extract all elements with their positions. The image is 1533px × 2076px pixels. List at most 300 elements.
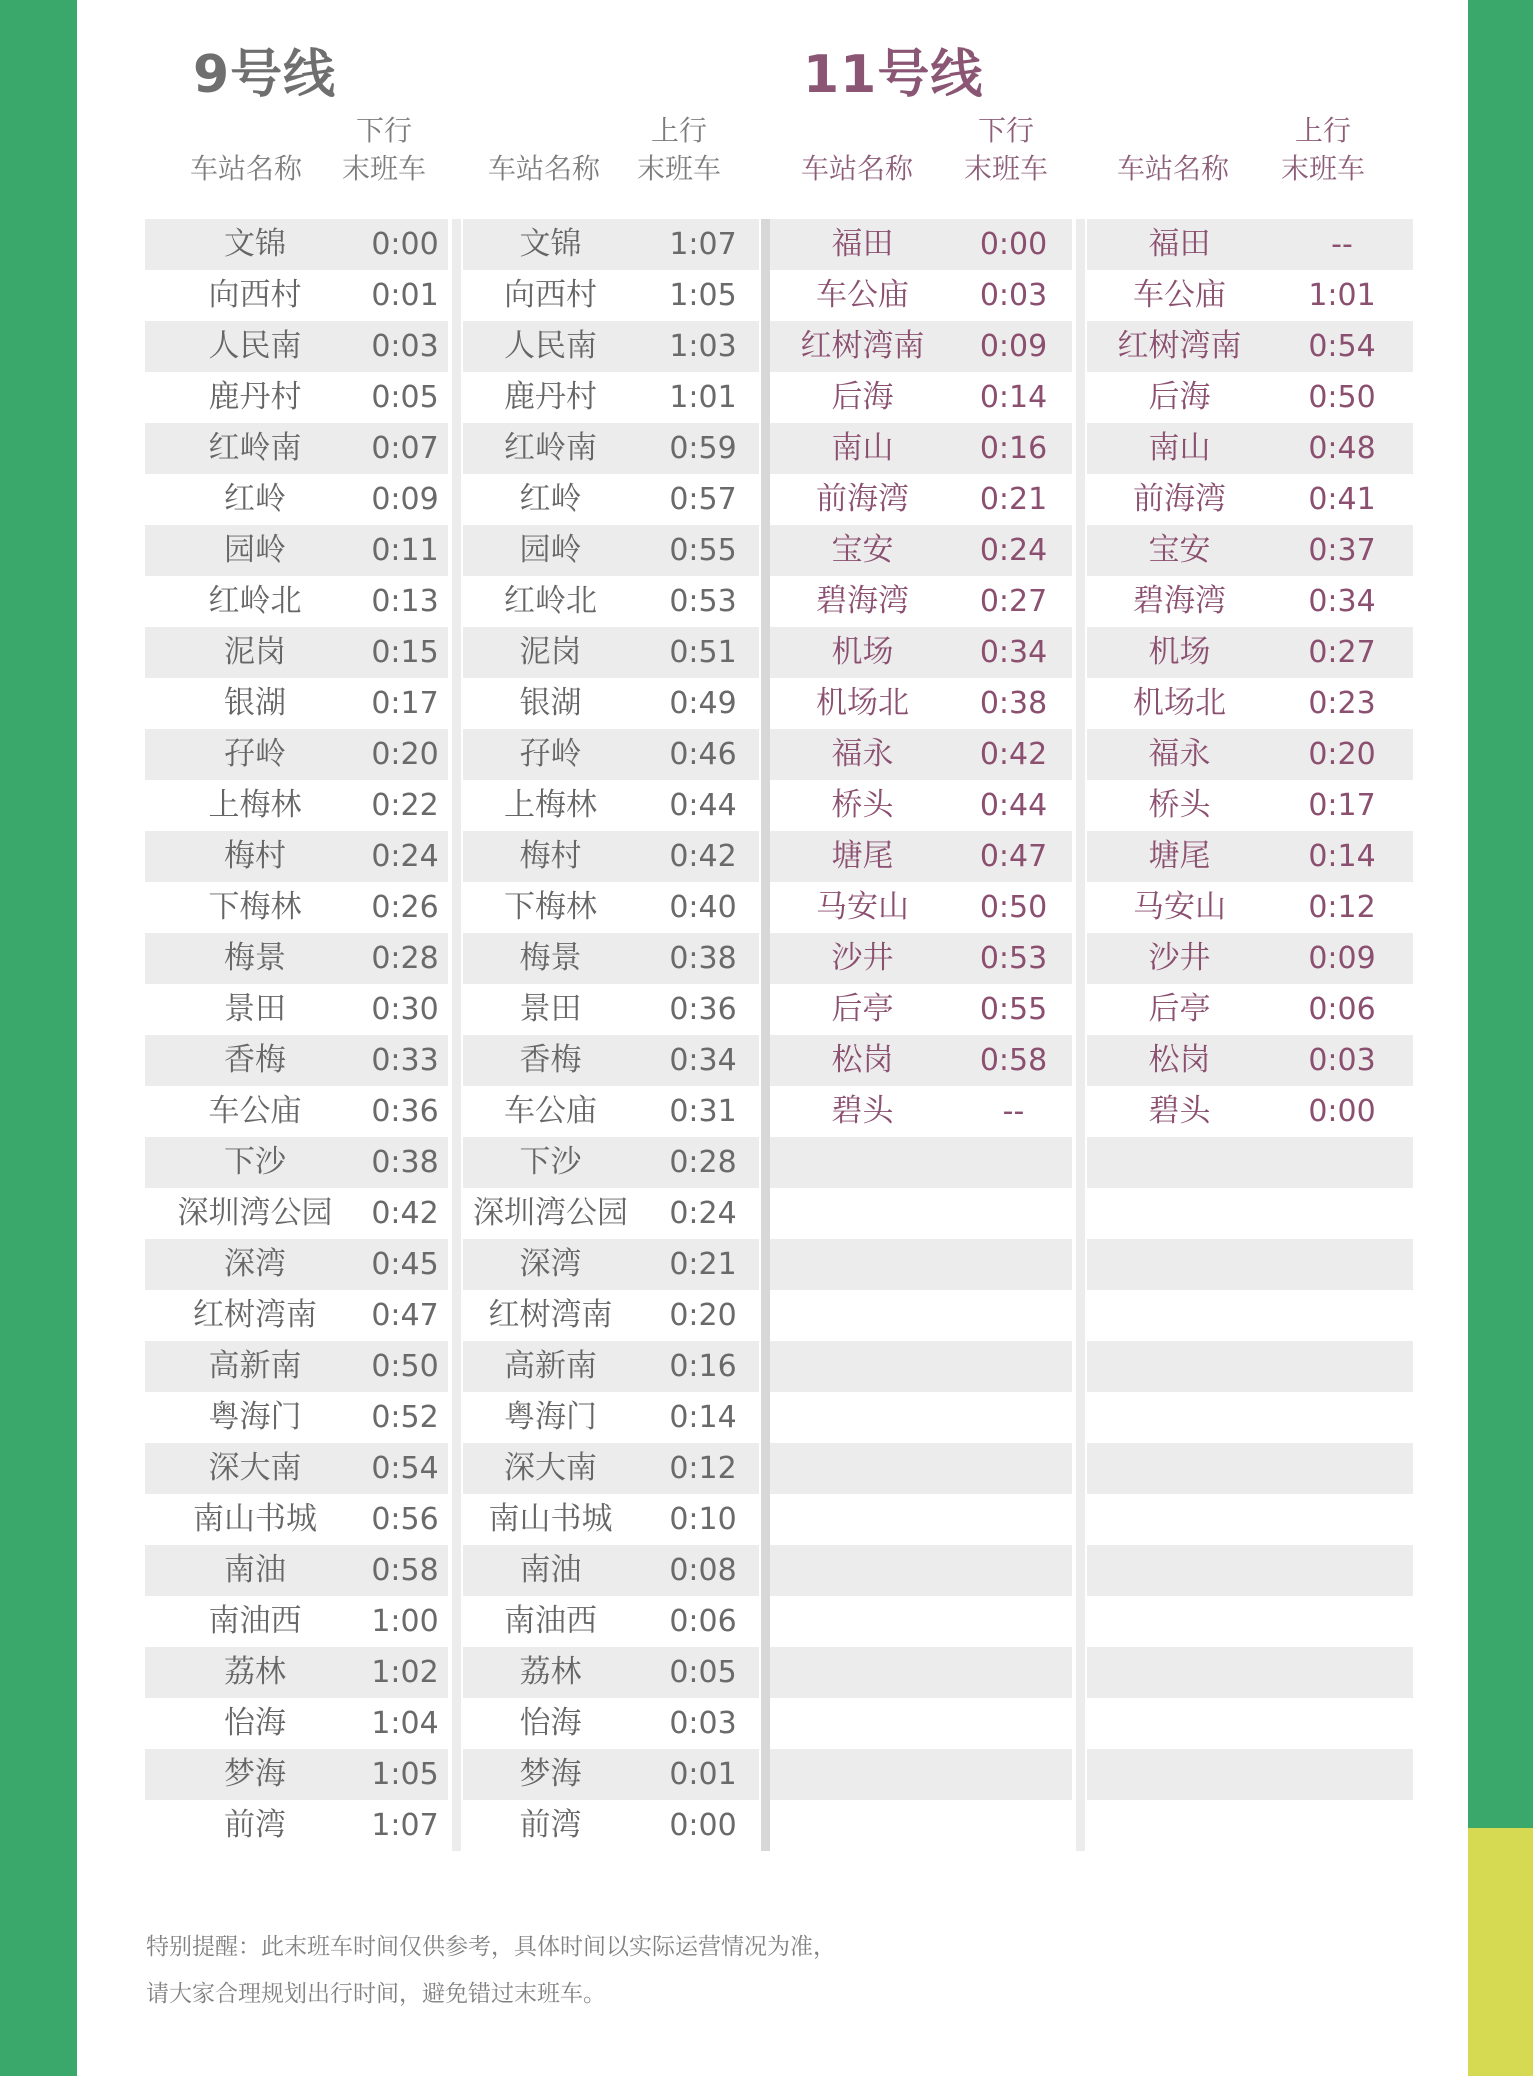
line11-title: 11号线 — [803, 45, 984, 105]
line11-down-row — [770, 1239, 1072, 1290]
last-train-time: 0:24 — [371, 839, 439, 874]
last-train-time: 0:34 — [1308, 584, 1376, 619]
line11-up-row — [1087, 678, 1413, 729]
line9-up-row — [463, 423, 759, 474]
last-train-time: 0:12 — [669, 1451, 737, 1486]
station-name: 碧海湾 — [816, 583, 909, 619]
station-name: 后海 — [831, 379, 894, 415]
last-train-time: 0:54 — [1308, 329, 1376, 364]
line11-up-row — [1087, 1035, 1413, 1086]
last-train-time: 0:44 — [669, 788, 737, 823]
last-train-time: 0:42 — [979, 737, 1048, 772]
line11-up-row — [1087, 321, 1413, 372]
line11-down-header-bottom: 末班车 — [963, 152, 1048, 185]
right-green-bar — [1468, 0, 1533, 1828]
line9-down-row — [145, 1188, 448, 1239]
last-train-time: 0:22 — [371, 788, 439, 823]
line11-down-row — [770, 729, 1072, 780]
line9-column-divider — [452, 219, 461, 1851]
line11-down-row — [770, 219, 1072, 270]
line9-down-row — [145, 474, 448, 525]
line11-down-row — [770, 1290, 1072, 1341]
line9-down-row — [145, 576, 448, 627]
last-train-time: 0:09 — [1308, 941, 1376, 976]
line9-down-station-header: 车站名称 — [190, 152, 303, 185]
last-train-time: 1:00 — [371, 1604, 439, 1639]
line9-up-row — [463, 933, 759, 984]
line11-down-row — [770, 321, 1072, 372]
line11-down-row — [770, 1494, 1072, 1545]
station-name: 南油 — [224, 1552, 286, 1588]
station-name: 红树湾南 — [800, 328, 925, 364]
station-name: 南油 — [519, 1552, 582, 1588]
station-name: 高新南 — [504, 1348, 597, 1384]
line11-down-row — [770, 1137, 1072, 1188]
last-train-time: 1:04 — [371, 1706, 439, 1741]
station-name: 碧头 — [831, 1093, 894, 1129]
station-name: 桥头 — [831, 787, 894, 823]
last-train-time: 0:40 — [669, 890, 737, 925]
last-train-time: 1:07 — [669, 227, 737, 262]
last-train-time: 0:57 — [669, 482, 737, 517]
station-name: 上梅林 — [504, 787, 597, 823]
line11-down-row — [770, 831, 1072, 882]
station-name: 孖岭 — [519, 736, 582, 772]
last-train-time: 0:05 — [371, 380, 439, 415]
station-name: 车公庙 — [504, 1093, 597, 1129]
last-train-time: 0:09 — [371, 482, 439, 517]
last-train-time: 0:34 — [669, 1043, 737, 1078]
line9-down-row — [145, 525, 448, 576]
last-train-time: 0:58 — [371, 1553, 439, 1588]
station-name: 南油西 — [208, 1603, 302, 1639]
station-name: 松岗 — [831, 1042, 894, 1078]
last-train-time: 0:20 — [669, 1298, 737, 1333]
line9-up-row — [463, 372, 759, 423]
line9-up-row — [463, 1647, 759, 1698]
line9-up-row — [463, 219, 759, 270]
station-name: 香梅 — [519, 1042, 582, 1078]
line9-up-station-header: 车站名称 — [488, 152, 601, 185]
station-name: 红岭北 — [208, 583, 302, 619]
station-name: 景田 — [224, 991, 286, 1027]
station-name: 塘尾 — [1148, 838, 1211, 874]
line9-down-row — [145, 1290, 448, 1341]
station-name: 前海湾 — [1133, 481, 1226, 517]
station-name: 人民南 — [504, 328, 597, 364]
station-name: 南山 — [831, 430, 894, 466]
last-train-time: 0:14 — [979, 380, 1048, 415]
line9-down-row — [145, 270, 448, 321]
station-name: 马安山 — [1133, 889, 1226, 925]
last-train-time: 0:47 — [371, 1298, 439, 1333]
line9-up-row — [463, 1545, 759, 1596]
station-name: 人民南 — [208, 328, 302, 364]
line9-up-row — [463, 678, 759, 729]
station-name: 前海湾 — [816, 481, 909, 517]
last-train-time: 0:01 — [669, 1757, 737, 1792]
last-train-time: 0:09 — [979, 329, 1048, 364]
station-name: 车公庙 — [1133, 277, 1226, 313]
line11-up-row — [1087, 729, 1413, 780]
line11-up-row — [1087, 1596, 1413, 1647]
last-train-time: -- — [1002, 1094, 1025, 1129]
line9-down-row — [145, 1545, 448, 1596]
last-train-time: 0:31 — [669, 1094, 737, 1129]
last-train-time: 0:45 — [371, 1247, 439, 1282]
line9-up-row — [463, 1086, 759, 1137]
line9-up-row — [463, 780, 759, 831]
last-train-time: 0:21 — [669, 1247, 737, 1282]
station-name: 泥岗 — [224, 634, 286, 670]
station-name: 前湾 — [224, 1807, 286, 1843]
line11-up-header-bottom: 末班车 — [1280, 152, 1365, 185]
station-name: 南山 — [1148, 430, 1211, 466]
line11-down-row — [770, 1443, 1072, 1494]
line9-down-row — [145, 1392, 448, 1443]
line9-down-row — [145, 729, 448, 780]
last-train-time: 0:28 — [371, 941, 439, 976]
line9-down-row — [145, 831, 448, 882]
station-name: 上梅林 — [208, 787, 302, 823]
last-train-time: 0:54 — [371, 1451, 439, 1486]
line11-up-row — [1087, 1239, 1413, 1290]
line9-down-row — [145, 1086, 448, 1137]
last-train-time: 0:42 — [669, 839, 737, 874]
last-train-time: 0:34 — [979, 635, 1048, 670]
last-train-time: 0:00 — [979, 227, 1048, 262]
station-name: 南油西 — [504, 1603, 597, 1639]
last-train-time: 0:36 — [371, 1094, 439, 1129]
last-train-time: 0:01 — [371, 278, 439, 313]
line9-down-row — [145, 1698, 448, 1749]
line9-up-row — [463, 984, 759, 1035]
station-name: 高新南 — [208, 1348, 302, 1384]
last-train-time: 0:23 — [1308, 686, 1376, 721]
station-name: 红岭 — [519, 481, 582, 517]
station-name: 沙井 — [831, 940, 894, 976]
station-name: 梅村 — [519, 838, 582, 874]
line9-down-row — [145, 1749, 448, 1800]
line11-down-row — [770, 1341, 1072, 1392]
left-green-bar — [0, 0, 77, 2076]
line9-up-row — [463, 321, 759, 372]
line11-up-station-header: 车站名称 — [1117, 152, 1230, 185]
last-train-time: 0:13 — [371, 584, 439, 619]
last-train-time: 0:41 — [1308, 482, 1376, 517]
line9-down-row — [145, 1137, 448, 1188]
station-name: 机场 — [1148, 634, 1211, 670]
last-train-time: 0:58 — [979, 1043, 1048, 1078]
line9-up-header-bottom: 末班车 — [636, 152, 721, 185]
station-name: 梅景 — [224, 940, 286, 976]
last-train-time: 0:30 — [371, 992, 439, 1027]
line11-down-row — [770, 678, 1072, 729]
station-name: 深湾 — [519, 1246, 582, 1282]
line9-up-row — [463, 270, 759, 321]
last-train-time: 0:53 — [669, 584, 737, 619]
line9-down-row — [145, 780, 448, 831]
last-train-time: 0:16 — [979, 431, 1048, 466]
last-train-time: 0:59 — [669, 431, 737, 466]
line11-down-station-header: 车站名称 — [801, 152, 914, 185]
station-name: 向西村 — [504, 277, 597, 313]
last-train-time: 1:01 — [669, 380, 737, 415]
station-name: 银湖 — [224, 685, 286, 721]
station-name: 红树湾南 — [488, 1297, 613, 1333]
station-name: 后亭 — [831, 991, 894, 1027]
right-yellow-bar — [1468, 1828, 1533, 2076]
last-train-time: 0:06 — [669, 1604, 737, 1639]
station-name: 红岭南 — [208, 430, 302, 466]
line-divider — [761, 219, 770, 1851]
station-name: 沙井 — [1148, 940, 1211, 976]
last-train-time: 0:14 — [669, 1400, 737, 1435]
line9-down-row — [145, 1494, 448, 1545]
station-name: 文锦 — [519, 226, 582, 262]
line9-down-row — [145, 882, 448, 933]
station-name: 园岭 — [224, 532, 286, 568]
station-name: 深圳湾公园 — [177, 1195, 333, 1231]
last-train-time: 0:50 — [979, 890, 1048, 925]
line11-up-row — [1087, 627, 1413, 678]
line9-up-row — [463, 1596, 759, 1647]
station-name: 机场北 — [816, 685, 909, 721]
last-train-time: 0:12 — [1308, 890, 1376, 925]
station-name: 景田 — [519, 991, 582, 1027]
station-name: 福田 — [1148, 226, 1211, 262]
station-name: 南山书城 — [193, 1501, 317, 1537]
note-line-1: 特别提醒：此末班车时间仅供参考，具体时间以实际运营情况为准， — [146, 1934, 836, 1960]
station-name: 深圳湾公园 — [473, 1195, 628, 1231]
line11-up-row — [1087, 882, 1413, 933]
line9-down-row — [145, 219, 448, 270]
station-name: 下梅林 — [504, 889, 597, 925]
station-name: 下沙 — [519, 1144, 582, 1180]
line11-down-row — [770, 627, 1072, 678]
station-name: 孖岭 — [224, 736, 286, 772]
line11-down-row — [770, 525, 1072, 576]
station-name: 下沙 — [224, 1144, 286, 1180]
line9-down-header-top: 下行 — [355, 114, 412, 147]
station-name: 马安山 — [816, 889, 909, 925]
line9-up-row — [463, 1494, 759, 1545]
station-name: 银湖 — [519, 685, 582, 721]
last-train-time: 0:55 — [669, 533, 737, 568]
last-train-time: 1:05 — [371, 1757, 439, 1792]
line11-down-row — [770, 984, 1072, 1035]
line11-column-divider — [1076, 219, 1085, 1851]
station-name: 南山书城 — [488, 1501, 613, 1537]
last-train-time: 0:00 — [371, 227, 439, 262]
last-train-time: 0:51 — [669, 635, 737, 670]
last-train-time: 0:50 — [371, 1349, 439, 1384]
last-train-time: 0:37 — [1308, 533, 1376, 568]
last-train-time: 1:03 — [669, 329, 737, 364]
line11-up-row — [1087, 474, 1413, 525]
last-train-time: 1:07 — [371, 1808, 439, 1843]
last-train-time: 0:52 — [371, 1400, 439, 1435]
last-train-time: 0:49 — [669, 686, 737, 721]
line11-down-row — [770, 1188, 1072, 1239]
last-train-time: 0:50 — [1308, 380, 1376, 415]
last-train-time: 1:05 — [669, 278, 737, 313]
station-name: 福永 — [831, 736, 894, 772]
line11-up-row — [1087, 1188, 1413, 1239]
line11-up-row — [1087, 1749, 1413, 1800]
last-train-time: 0:11 — [371, 533, 439, 568]
line11-down-row — [770, 1800, 1072, 1851]
line11-down-row — [770, 270, 1072, 321]
last-train-time: 0:48 — [1308, 431, 1376, 466]
line11-up-row — [1087, 1647, 1413, 1698]
last-train-time: 0:38 — [371, 1145, 439, 1180]
station-name: 后海 — [1148, 379, 1211, 415]
station-name: 园岭 — [519, 532, 582, 568]
last-train-time: 0:20 — [1308, 737, 1376, 772]
note-line-2: 请大家合理规划出行时间，避免错过末班车。 — [146, 1981, 606, 2007]
line9-up-row — [463, 1698, 759, 1749]
line11-down-row — [770, 882, 1072, 933]
line9-up-row — [463, 1188, 759, 1239]
last-train-time: 0:38 — [979, 686, 1048, 721]
station-name: 深湾 — [224, 1246, 286, 1282]
line9-up-row — [463, 576, 759, 627]
last-train-time: 1:02 — [371, 1655, 439, 1690]
line9-down-row — [145, 372, 448, 423]
last-train-time: 0:10 — [669, 1502, 737, 1537]
station-name: 福田 — [831, 226, 894, 262]
line9-down-row — [145, 933, 448, 984]
last-train-time: 0:06 — [1308, 992, 1376, 1027]
line9-down-row — [145, 1239, 448, 1290]
station-name: 碧海湾 — [1133, 583, 1226, 619]
line11-up-row — [1087, 1494, 1413, 1545]
line9-down-row — [145, 1443, 448, 1494]
last-train-time: 0:05 — [669, 1655, 737, 1690]
station-name: 宝安 — [831, 532, 894, 568]
station-name: 怡海 — [224, 1705, 286, 1741]
station-name: 鹿丹村 — [208, 379, 302, 415]
station-name: 红树湾南 — [193, 1297, 317, 1333]
line9-up-row — [463, 627, 759, 678]
station-name: 后亭 — [1148, 991, 1211, 1027]
line11-up-row — [1087, 1443, 1413, 1494]
last-train-time: 0:28 — [669, 1145, 737, 1180]
line11-down-row — [770, 1086, 1072, 1137]
last-train-time: 0:08 — [669, 1553, 737, 1588]
station-name: 福永 — [1148, 736, 1211, 772]
line11-up-row — [1087, 984, 1413, 1035]
line11-up-row — [1087, 219, 1413, 270]
station-name: 荔林 — [224, 1654, 286, 1690]
station-name: 粤海门 — [504, 1399, 597, 1435]
last-train-time: 0:38 — [669, 941, 737, 976]
station-name: 机场北 — [1133, 685, 1226, 721]
last-train-time: 0:17 — [371, 686, 439, 721]
line9-up-row — [463, 729, 759, 780]
line9-down-row — [145, 678, 448, 729]
last-train-time: 0:17 — [1308, 788, 1376, 823]
station-name: 宝安 — [1148, 532, 1211, 568]
line9-down-row — [145, 1341, 448, 1392]
last-train-time: 0:03 — [371, 329, 439, 364]
last-train-time: 0:16 — [669, 1349, 737, 1384]
line9-up-row — [463, 474, 759, 525]
line9-up-row — [463, 525, 759, 576]
line9-up-row — [463, 1239, 759, 1290]
station-name: 香梅 — [224, 1042, 286, 1078]
station-name: 桥头 — [1148, 787, 1211, 823]
station-name: 梦海 — [224, 1756, 286, 1792]
station-name: 红岭 — [224, 481, 286, 517]
line9-down-row — [145, 1800, 448, 1851]
line9-up-row — [463, 1392, 759, 1443]
last-train-time: 0:44 — [979, 788, 1048, 823]
last-train-time: -- — [1331, 227, 1353, 262]
station-name: 碧头 — [1148, 1093, 1211, 1129]
last-train-time: 0:00 — [669, 1808, 737, 1843]
line11-down-row — [770, 1035, 1072, 1086]
station-name: 梦海 — [519, 1756, 582, 1792]
line9-up-row — [463, 882, 759, 933]
last-train-time: 0:53 — [979, 941, 1048, 976]
station-name: 深大南 — [504, 1450, 597, 1486]
station-name: 车公庙 — [208, 1093, 302, 1129]
line9-up-header-top: 上行 — [650, 114, 707, 147]
line11-up-row — [1087, 831, 1413, 882]
station-name: 下梅林 — [208, 889, 302, 925]
last-train-time: 0:27 — [979, 584, 1048, 619]
line11-up-row — [1087, 1086, 1413, 1137]
last-train-time: 0:21 — [979, 482, 1048, 517]
line9-down-header-bottom: 末班车 — [341, 152, 426, 185]
line11-down-row — [770, 1749, 1072, 1800]
station-name: 粤海门 — [208, 1399, 302, 1435]
last-train-time: 0:56 — [371, 1502, 439, 1537]
station-name: 红树湾南 — [1117, 328, 1242, 364]
line11-up-row — [1087, 1137, 1413, 1188]
station-name: 机场 — [831, 634, 894, 670]
last-train-time: 0:26 — [371, 890, 439, 925]
line9-up-row — [463, 1341, 759, 1392]
station-name: 松岗 — [1148, 1042, 1211, 1078]
line9-up-row — [463, 1443, 759, 1494]
line11-up-row — [1087, 1545, 1413, 1596]
line9-down-row — [145, 1035, 448, 1086]
station-name: 向西村 — [208, 277, 302, 313]
last-train-time: 0:07 — [371, 431, 439, 466]
line11-down-row — [770, 1698, 1072, 1749]
line9-down-row — [145, 1647, 448, 1698]
line11-up-header-top: 上行 — [1294, 114, 1351, 147]
line11-down-row — [770, 1647, 1072, 1698]
last-train-time: 0:55 — [979, 992, 1048, 1027]
line11-down-row — [770, 474, 1072, 525]
line11-up-row — [1087, 1341, 1413, 1392]
line9-down-row — [145, 423, 448, 474]
station-name: 荔林 — [519, 1654, 582, 1690]
line11-up-row — [1087, 423, 1413, 474]
line11-down-row — [770, 780, 1072, 831]
line11-down-row — [770, 1392, 1072, 1443]
line9-down-row — [145, 321, 448, 372]
line9-up-row — [463, 831, 759, 882]
line11-up-row — [1087, 1698, 1413, 1749]
station-name: 泥岗 — [519, 634, 582, 670]
station-name: 前湾 — [519, 1807, 582, 1843]
station-name: 梅景 — [519, 940, 582, 976]
